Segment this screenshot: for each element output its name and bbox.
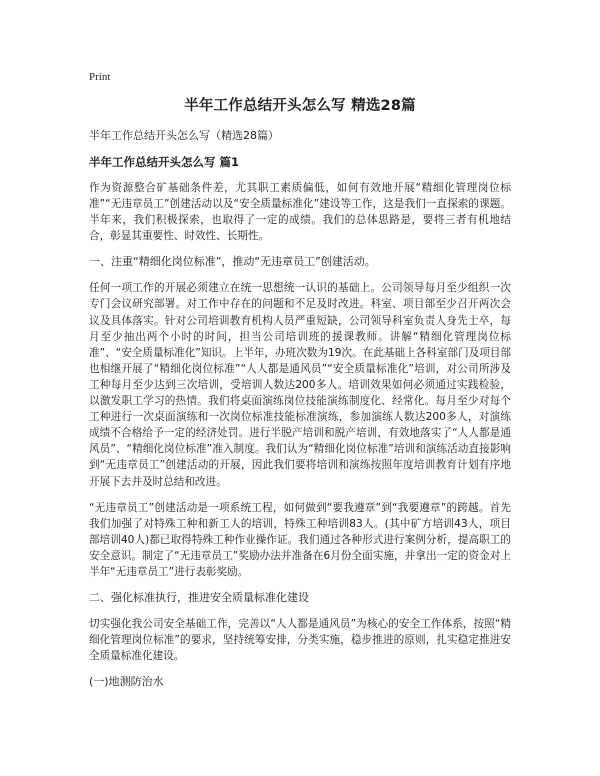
point-heading-two: 二、强化标准执行，推进安全质量标准化建设 <box>89 591 309 605</box>
print-label[interactable]: Print <box>89 71 111 83</box>
document-subtitle: 半年工作总结开头怎么写（精选28篇） <box>89 129 279 142</box>
intro-paragraph: 作为资源整合矿基础条件差，尤其职工素质偏低，如何有效地开展“精细化管理岗位标准”“无违章员工”创建活动以及“安全质量标准化”建设等工作，这是我们一直探索的课题。半年来，我们积极探索，也取得了一定的成绩。我们的总体思路是，要将三者有机地结合，彰显其重要性、时效性、长期性。 <box>89 182 511 243</box>
section-heading: 半年工作总结开头怎么写 篇1 <box>89 155 240 169</box>
no-violation-paragraph: “无违章员工”创建活动是一项系统工程，如何做到“要我遵章”到“我要遵章”的跨越。首先我们加强了对特殊工种和新工人的培训，特殊工种培训83人。(其中矿方培训43人，项目部培训40人)都已取得特殊工种作业操作证。我们通过各种形式进行案例分析，提高职工的安全意识。制定了“无违章员工”奖励办法并准备在6月份全面实施，并拿出一定的资金对上半年“无违章员工”进行表彰奖励。 <box>89 501 511 578</box>
training-paragraph: 任何一项工作的开展必须建立在统一思想统一认识的基础上。公司领导每月至少组织一次专门会议研究部署。对工作中存在的问题和不足及时改进。科室、项目部至少召开两次会议及具体落实。针对公司培训教育机构人员严重短缺，公司领导科室负责人身先士卒，每月至少抽出两个小时的时间，担当公司培训班的援课教师。讲解“精细化管理岗位标准”、“安全质量标准化”知识。上半年，办班次数为19次。在此基础上各科室部门及项目部也相继开展了“精细化岗位标准”“人人都是通风员”“安全质量标准化”培训，对公司所涉及工种每月至少达到三次培训，受培训人数达200多人。培训效果如何必须通过实践检验，以激发职工学习的热情。我们将桌面演练岗位技能演练制度化、经常化。每月至少对每个工种进行一次桌面演练和一次岗位标准技能标准演练，参加演练人数达200多人，对演练成绩不合格给予一定的经济处罚。进行半脱产培训和脱产培训，有效地落实了“人人都是通风员”、“精细化岗位标准”准入制度。我们认为“精细化岗位标准”培训和演练活动直接影响到“无违章员工”创建活动的开展，因此我们要将培训和演练按照年度培训教育计划有序地开展下去并及时总结和改进。 <box>89 282 511 488</box>
standards-paragraph: 切实强化我公司安全基础工作，完善以“人人都是通风员”为核心的安全工作体系，按照“精细化管理岗位标准”的要求，坚持统筹安排，分类实施，稳步推进的原则，扎实稳定推进安全质量标准化建设。 <box>89 618 511 663</box>
document-title: 半年工作总结开头怎么写 精选28篇 <box>184 98 416 114</box>
sub-point-heading: (一)地测防治水 <box>89 675 164 689</box>
point-heading-one: 一、注重“精细化岗位标准”，推动“无违章员工”创建活动。 <box>89 255 376 269</box>
